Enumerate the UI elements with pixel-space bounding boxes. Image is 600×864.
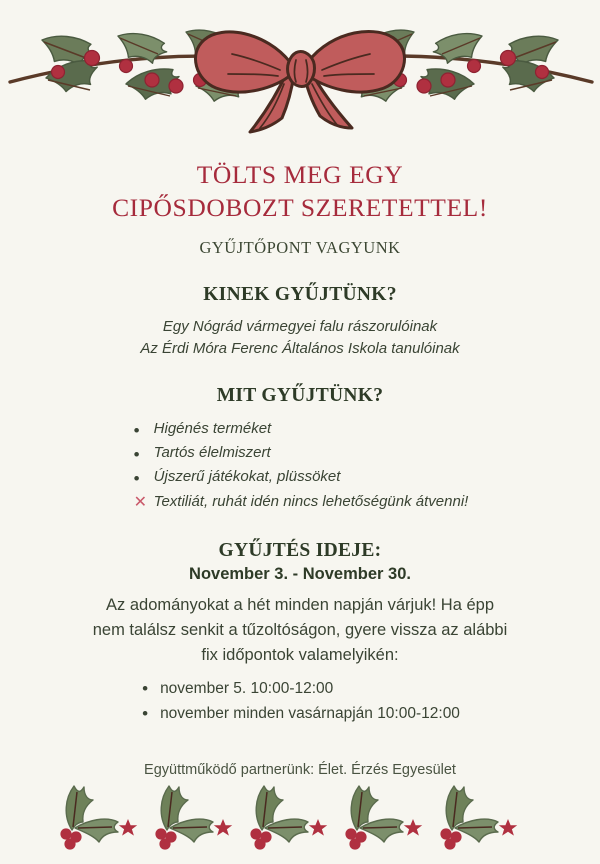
x-mark-icon: ✕ (133, 493, 148, 511)
list-item (132, 441, 469, 465)
collection-heading: GYŰJTÉS IDEJE: (218, 539, 382, 561)
list-item (132, 465, 469, 489)
holly-sprig-and-star-border-icon (0, 778, 600, 864)
partner-note: Együttműködő partnerünk: Élet. Érzés Egyesület (144, 762, 456, 779)
items-heading: MIT GYŰJTÜNK? (216, 384, 384, 406)
recipient-line-1: Egy Nógrád vármegyei falu rászorulóinak (162, 318, 438, 336)
poster-title-line-1: TÖLTS MEG EGY (196, 160, 404, 189)
paragraph-line-1: Az adományokat a hét minden napján várjuk! Ha épp (106, 595, 494, 614)
recipients-heading: KINEK GYŰJTÜNK? (203, 284, 397, 306)
list-item-label: Újszerű játékokat, plüssöket (153, 468, 341, 486)
list-item: • november minden vasárnapján 10:00-12:00 (140, 701, 460, 726)
poster-title-line-2: CIPŐSDOBOZT SZERETETTEL! (112, 193, 488, 223)
list-item-label: Tartós élelmiszert (153, 443, 271, 461)
holly-garland-with-bow-icon (0, 0, 600, 140)
recipient-line-2: Az Érdi Móra Ferenc Általános Iskola tanulóinak (140, 340, 460, 358)
poster-content (0, 140, 600, 778)
poster-subtitle: GYŰJTŐPONT VAGYUNK (199, 238, 401, 258)
collection-time-list (140, 676, 460, 726)
paragraph-line-2: nem találsz senkit a tűzoltóságon, gyere vissza az alábbi (92, 620, 508, 639)
list-item (132, 417, 469, 441)
bow-icon (195, 31, 404, 132)
title-block (38, 158, 562, 224)
collection-paragraph (38, 593, 562, 668)
list-item-label: Textiliát, ruhát idén nincs lehetőségünk átvenni! (153, 492, 469, 510)
list-item-label: Higénés terméket (153, 419, 272, 437)
collection-date-range: November 3. - November 30. (189, 564, 411, 583)
paragraph-line-3: fix időpontok valamelyikén: (201, 646, 399, 664)
list-item-excluded (132, 490, 469, 514)
donation-item-list (132, 417, 469, 514)
list-item: • november 5. 10:00-12:00 (140, 676, 460, 701)
